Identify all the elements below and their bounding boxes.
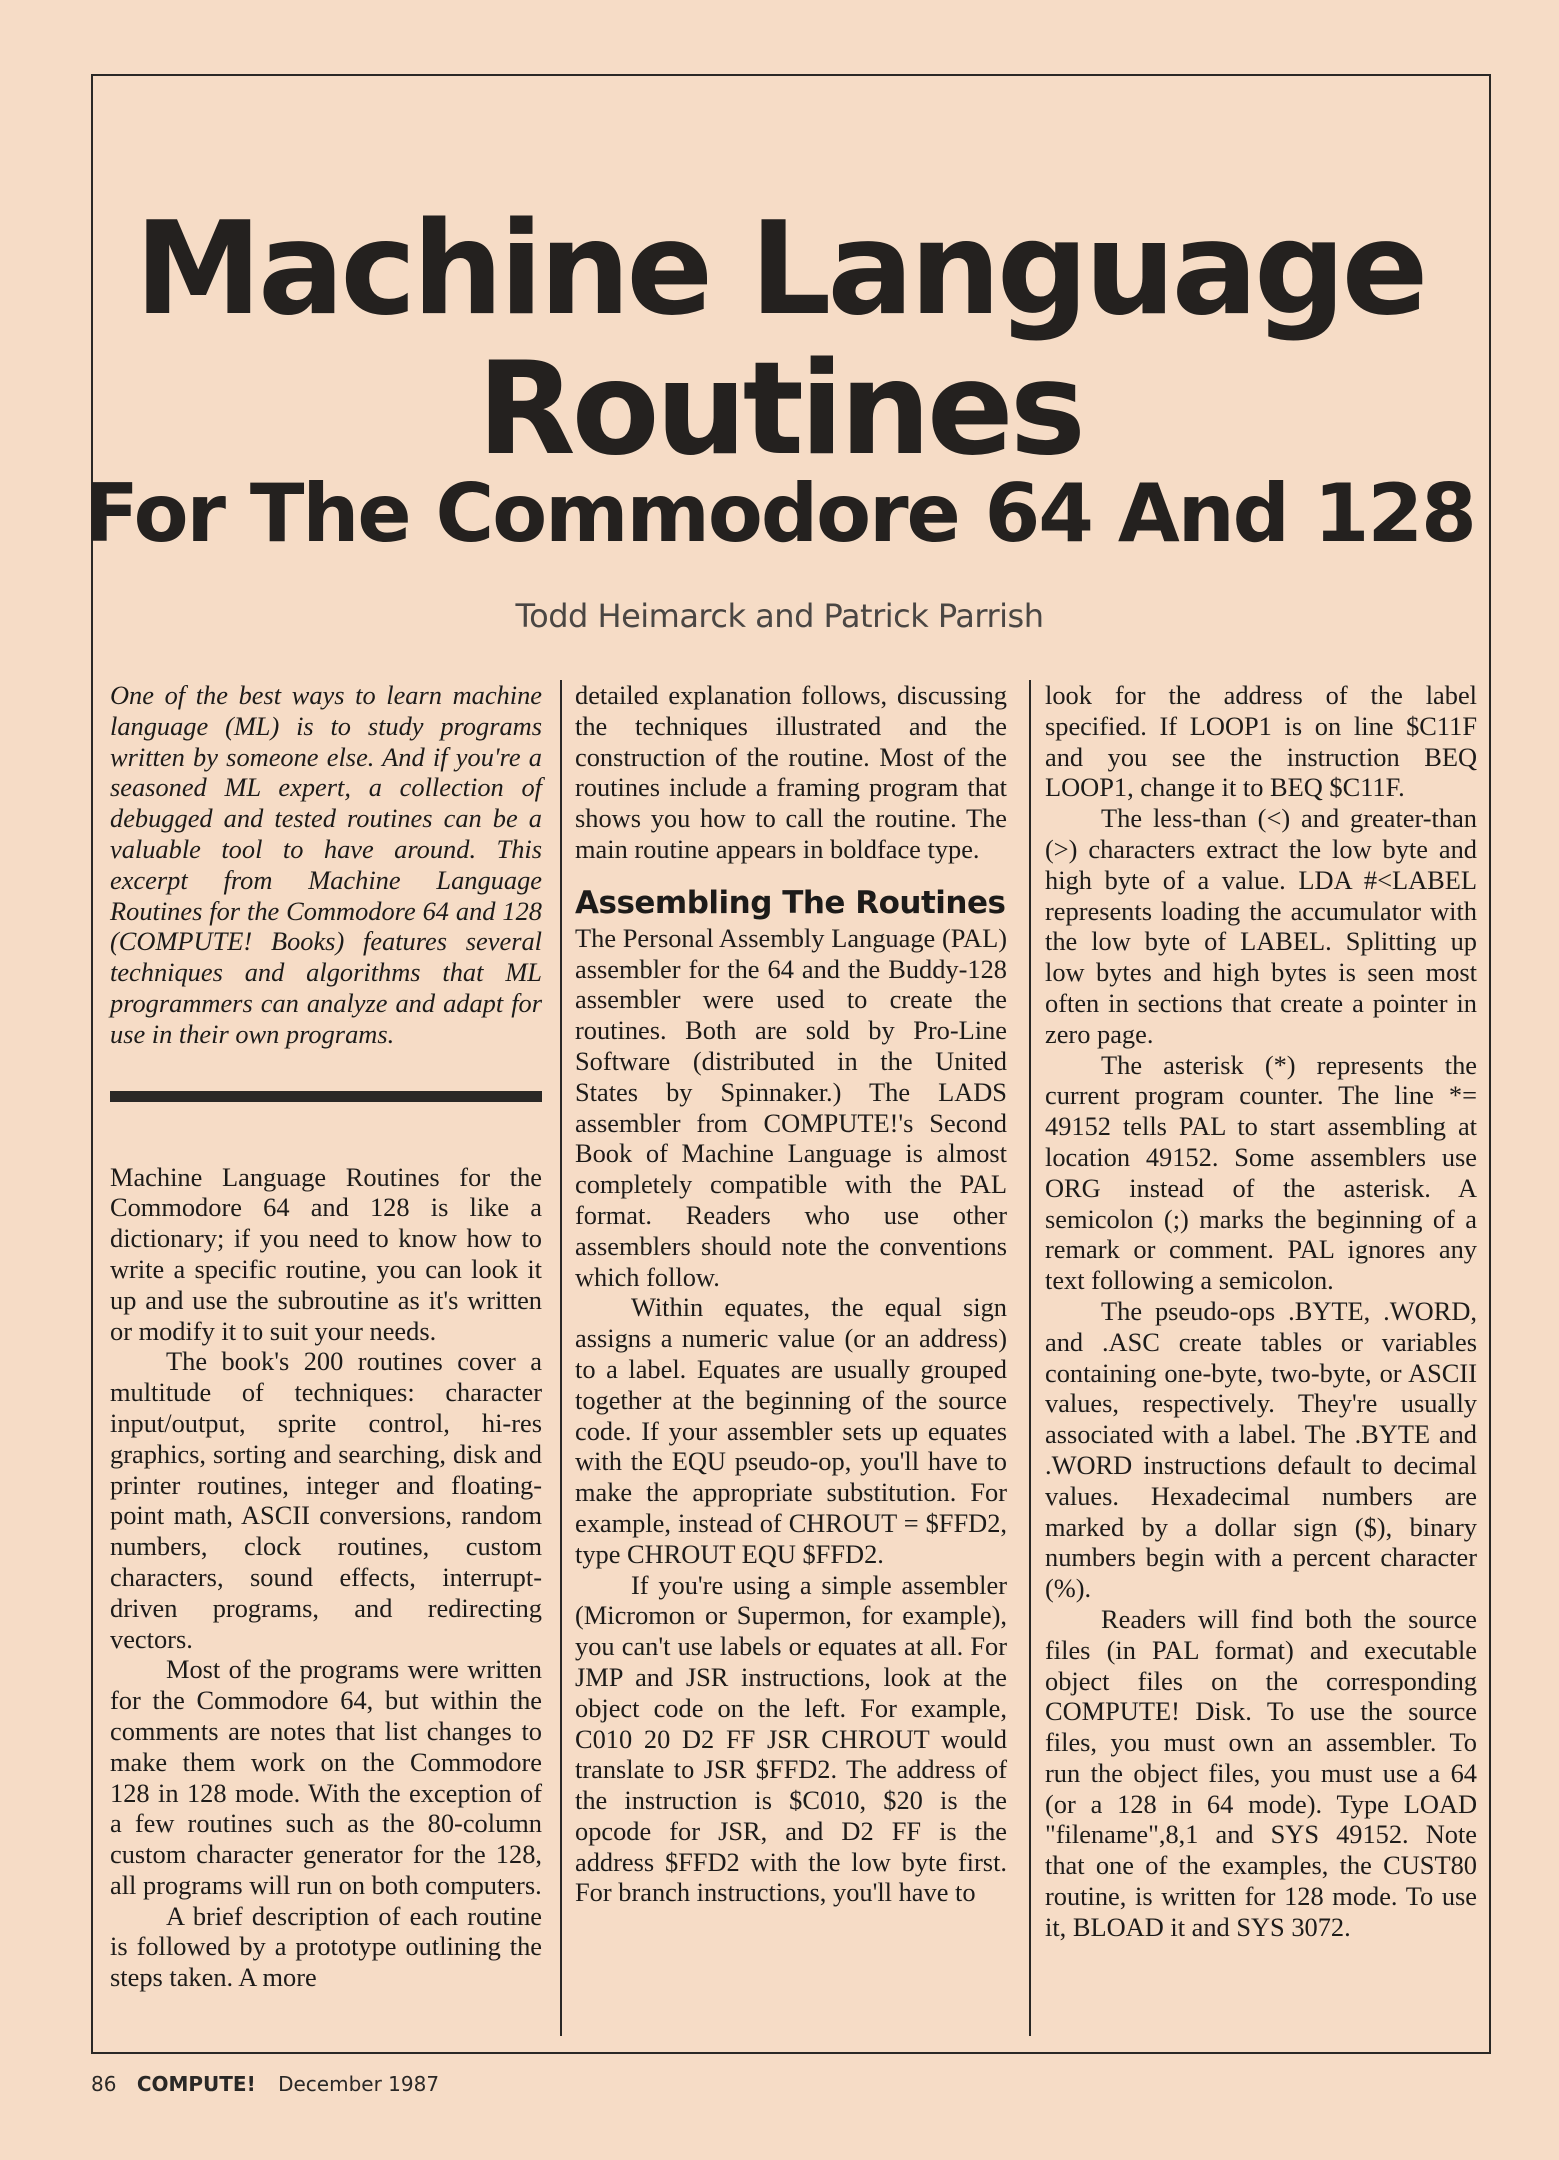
column-2 [575,680,1007,1908]
body-paragraph: The book's 200 routines cover a multitude of techniques: character input/output, sprite control, hi-res graphics, sorting and searching, disk and printer routines, integer and floating-point math, ASCII conversions, random numbers, clock routines, custom characters, sound effects, interrupt-driven programs, and redirecting vectors. [110,1346,542,1654]
body-paragraph: Machine Language Routines for the Commodore 64 and 128 is like a dictionary; if you need to know how to write a specific routine, you can look it up and use the subroutine as it's written or modify it to suit your needs. [110,1161,542,1346]
byline: Todd Heimarck and Patrick Parrish [515,597,1044,635]
body-paragraph: A brief description of each routine is followed by a prototype outlining the steps taken. A more [110,1900,542,1993]
intro-divider [110,1091,542,1102]
body-paragraph: If you're using a simple assembler (Micromon or Supermon, for example), you can't use labels or equates at all. For JMP and JSR instructions, look at the object code on the left. For example, C010 20 D2 FF JSR CHROUT would translate to JSR $FFD2. The address of the instruction is $C010, $20 is the opcode for JSR, and D2 FF is the address $FFD2 with the low byte first. For branch instructions, you'll have to [575,1569,1007,1908]
issue-date: December 1987 [278,2072,440,2096]
body-paragraph: Readers will find both the source files (in PAL format) and executable object files on the corresponding COMPUTE! Disk. To use the source files, you must own an assembler. To run the object files, you must use a 64 (or a 128 in 64 mode). Type LOAD "filename",8,1 and SYS 49152. Note that one of the examples, the CUST80 routine, is written for 128 mode. To use it, BLOAD it and SYS 3072. [1045,1603,1477,1942]
subtitle: For The Commodore 64 And 128 [84,467,1475,560]
body-paragraph: The pseudo-ops .BYTE, .WORD, and .ASC create tables or variables containing one-byte, two-byte, or ASCII values, respectively. They're usually associated with a label. The .BYTE and .WORD instructions default to decimal values. Hexadecimal numbers are marked by a dollar sign ($), binary numbers begin with a percent character (%). [1045,1295,1477,1604]
column-rule-2 [1029,680,1031,2036]
body-paragraph: The asterisk (*) represents the current program counter. The line *= 49152 tells PAL to start assembling at location 49152. Some assemblers use ORG instead of the asterisk. A semicolon (;) marks the beginning of a remark or comment. PAL ignores any text following a semicolon. [1045,1049,1477,1296]
column-rule-1 [560,680,562,2036]
body-paragraph: The Personal Assembly Language (PAL) assembler for the 64 and the Buddy-128 assembler were used to create the routines. Both are sold by Pro-Line Software (distributed in the United States by Spinnaker.) The LADS assembler from COMPUTE!'s Second Book of Machine Language is almost completely compatible with the PAL format. Readers who use other assemblers should note the conventions which follow. [575,922,1007,1292]
title-line-2: Routines [477,335,1082,484]
body-paragraph: detailed explanation follows, discussing the techniques illustrated and the construction of the routine. Most of the routines include a framing program that shows you how to call the routine. The main routine appears in boldface type. [575,680,1007,864]
body-paragraph: Most of the programs were written for the Commodore 64, but within the comments are notes that list changes to make them work on the Commodore 128 in 128 mode. With the exception of a few routines such as the 80-column custom character generator for the 128, all programs will run on both computers. [110,1654,542,1900]
section-heading: Assembling The Routines [575,884,1006,921]
body-paragraph: look for the address of the label specified. If LOOP1 is on line $C11F and you see the instruction BEQ LOOP1, change it to BEQ $C11F. [1045,680,1477,803]
column-1 [110,680,542,1993]
magazine-name: COMPUTE! [136,2072,256,2096]
title-line-1: Machine Language [134,195,1425,344]
page-number: 86 [91,2072,117,2096]
body-paragraph: The less-than (<) and greater-than (>) characters extract the low byte and high byte of a value. LDA #<LABEL represents loading the accumulator with the low byte of LABEL. Splitting up low bytes and high bytes is seen most often in sections that create a pointer in zero page. [1045,803,1477,1049]
page-footer [91,2072,439,2096]
column-3 [1045,680,1477,1943]
body-paragraph: Within equates, the equal sign assigns a numeric value (or an address) to a label. Equates are usually grouped together at the beginning of the source code. If your assembler sets up equates with the EQU pseudo-op, you'll have to make the appropriate substitution. For example, instead of CHROUT = $FFD2, type CHROUT EQU $FFD2. [575,1292,1007,1569]
intro-paragraph: One of the best ways to learn machine language (ML) is to study programs written by someone else. And if you're a seasoned ML expert, a collection of debugged and tested routines can be a valuable tool to have around. This excerpt from Machine Language Routines for the Commodore 64 and 128 (COMPUTE! Books) features several techniques and algorithms that ML programmers can analyze and adapt for use in their own programs. [110,680,542,1049]
